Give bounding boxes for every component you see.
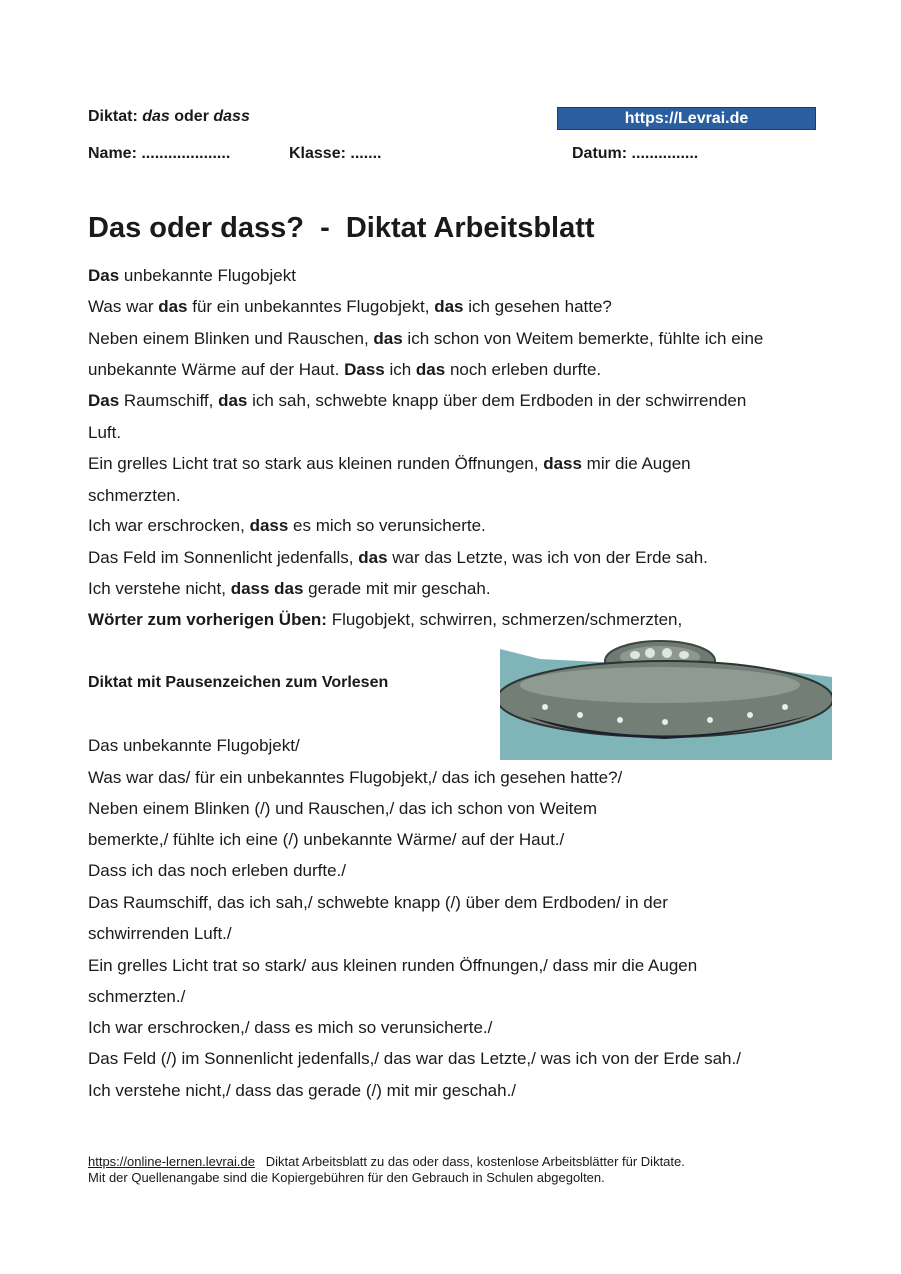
pause-line: Neben einem Blinken (/) und Rauschen,/ das ich schon von Weitem bbox=[88, 799, 598, 818]
name-field: Name: .................... bbox=[88, 145, 231, 162]
worksheet-subject: Diktat: das oder dass bbox=[88, 108, 250, 125]
pause-line: bemerkte,/ fühlte ich eine (/) unbekannte Wärme/ auf der Haut./ bbox=[88, 830, 565, 849]
footer-line-2: Mit der Quellenangabe sind die Kopiergebühren für den Gebrauch in Schulen abgegolten. bbox=[88, 1170, 605, 1185]
pause-line: Das unbekannte Flugobjekt/ bbox=[88, 736, 300, 755]
source-link[interactable]: https://online-lernen.levrai.de bbox=[88, 1154, 255, 1169]
date-field: Datum: ............... bbox=[572, 145, 699, 162]
dictation-line: Das Feld im Sonnenlicht jedenfalls, das war das Letzte, was ich von der Erde sah. bbox=[88, 548, 708, 567]
footer-line-1: https://online-lernen.levrai.de Diktat Arbeitsblatt zu das oder dass, kostenlose Arbeitsblätter für Diktate. bbox=[88, 1154, 685, 1169]
footer bbox=[88, 1154, 685, 1186]
dictation-line: unbekannte Wärme auf der Haut. Dass ich das noch erleben durfte. bbox=[88, 360, 602, 379]
pause-line: Ich verstehe nicht,/ dass das gerade (/) mit mir geschah./ bbox=[88, 1081, 517, 1100]
page-title: Das oder dass? - Diktat Arbeitsblatt bbox=[88, 212, 595, 244]
dictation-line: Ein grelles Licht trat so stark aus kleinen runden Öffnungen, dass mir die Augen bbox=[88, 454, 691, 473]
class-field: Klasse: ....... bbox=[289, 145, 382, 162]
dictation-line: Neben einem Blinken und Rauschen, das ich schon von Weitem bemerkte, fühlte ich eine bbox=[88, 329, 764, 348]
dictation-line: Luft. bbox=[88, 423, 122, 442]
pause-line: Dass ich das noch erleben durfte./ bbox=[88, 861, 346, 880]
pause-line: Das Raumschiff, das ich sah,/ schwebte knapp (/) über dem Erdboden/ in der bbox=[88, 893, 668, 912]
pause-line: schwirrenden Luft./ bbox=[88, 924, 232, 943]
dictation-line: Was war das für ein unbekanntes Flugobjekt, das ich gesehen hatte? bbox=[88, 297, 612, 316]
dictation-line: Ich war erschrocken, dass es mich so verunsicherte. bbox=[88, 516, 486, 535]
pause-line: Was war das/ für ein unbekanntes Flugobjekt,/ das ich gesehen hatte?/ bbox=[88, 768, 623, 787]
pause-line: Ich war erschrocken,/ dass es mich so verunsicherte./ bbox=[88, 1018, 493, 1037]
dictation-line: Das Raumschiff, das ich sah, schwebte knapp über dem Erdboden in der schwirrenden bbox=[88, 391, 747, 410]
dictation-line: schmerzten. bbox=[88, 486, 181, 505]
brand-link[interactable]: https://Levrai.de bbox=[557, 107, 816, 130]
pause-line: schmerzten./ bbox=[88, 987, 186, 1006]
dictation-line: Wörter zum vorherigen Üben: Flugobjekt, schwirren, schmerzen/schmerzten, bbox=[88, 610, 683, 629]
pause-line: Das Feld (/) im Sonnenlicht jedenfalls,/ das war das Letzte,/ was ich von der Erde sah./ bbox=[88, 1049, 741, 1068]
pause-section-heading: Diktat mit Pausenzeichen zum Vorlesen bbox=[88, 674, 389, 691]
dictation-line: Das unbekannte Flugobjekt bbox=[88, 266, 296, 285]
dictation-line: Ich verstehe nicht, dass das gerade mit mir geschah. bbox=[88, 579, 491, 598]
pause-line: Ein grelles Licht trat so stark/ aus kleinen runden Öffnungen,/ dass mir die Augen bbox=[88, 956, 698, 975]
ufo-illustration bbox=[500, 637, 832, 760]
